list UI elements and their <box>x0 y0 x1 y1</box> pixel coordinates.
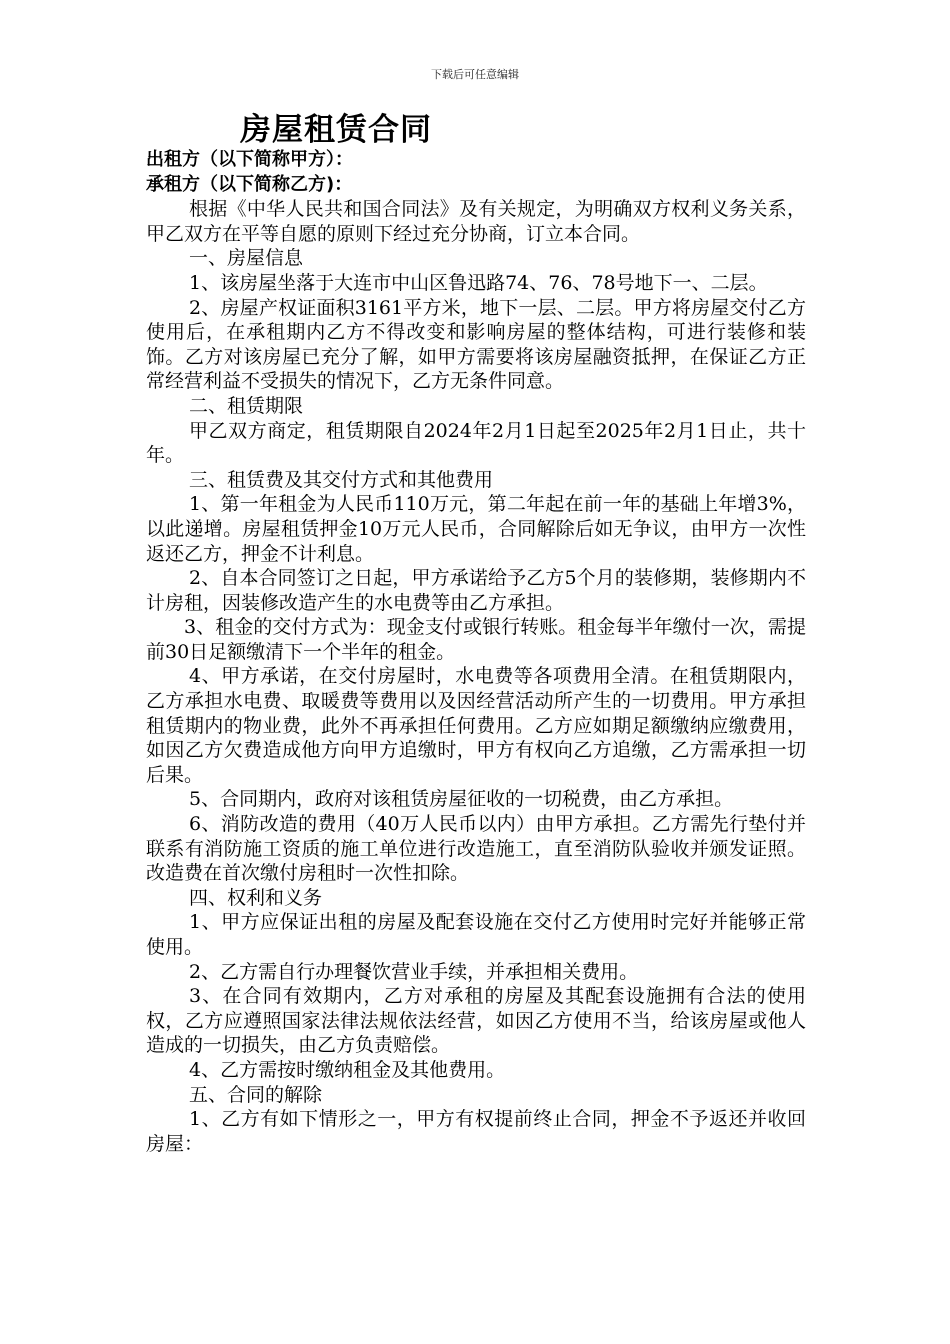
section-heading-1: 一、房屋信息 <box>189 247 304 270</box>
party-a-line: 出租方（以下简称甲方）： <box>146 149 353 170</box>
paragraph: 甲乙双方商定，租赁期限自2024年2月1日起至2025年2月1日止，共十年。 <box>146 419 806 467</box>
paragraph: 1、第一年租金为人民币110万元，第二年起在前一年的基础上年增3%，以此递增。房屋租赁押金10万元人民币，合同解除后如无争议，由甲方一次性返还乙方，押金不计利息。 <box>146 493 806 565</box>
party-b-line: 承租方（以下简称乙方)： <box>146 173 353 195</box>
paragraph: 3、在合同有效期内，乙方对承租的房屋及其配套设施拥有合法的使用权，乙方应遵照国家法律法规依法经营，如因乙方使用不当，给该房屋或他人造成的一切损失，由乙方负责赔偿。 <box>146 985 806 1057</box>
section-heading-3: 三、租赁费及其交付方式和其他费用 <box>189 468 494 491</box>
document-body <box>146 148 806 1156</box>
document-title: 房屋租赁合同 <box>240 112 432 148</box>
section-heading-4: 四、权利和义务 <box>189 886 323 909</box>
paragraph: 1、乙方有如下情形之一，甲方有权提前终止合同，押金不予返还并收回房屋： <box>146 1108 806 1155</box>
paragraph: 5、合同期内，政府对该租赁房屋征收的一切税费，由乙方承担。 <box>189 788 734 811</box>
header-note: 下载后可任意编辑 <box>431 68 519 81</box>
paragraph: 4、乙方需按时缴纳租金及其他费用。 <box>189 1058 506 1081</box>
paragraph: 2、自本合同签订之日起，甲方承诺给予乙方5个月的装修期，装修期内不计房租，因装修改造产生的水电费等由乙方承担。 <box>146 567 806 614</box>
section-heading-2: 二、租赁期限 <box>189 394 304 417</box>
paragraph: 6、消防改造的费用（40万人民币以内）由甲方承担。乙方需先行垫付并联系有消防施工资质的施工单位进行改造施工，直至消防队验收并颁发证照。改造费在首次缴付房租时一次性扣除。 <box>146 813 806 885</box>
section-heading-5: 五、合同的解除 <box>189 1083 323 1106</box>
paragraph-preamble: 根据《中华人民共和国合同法》及有关规定，为明确双方权利义务关系，甲乙双方在平等自愿的原则下经过充分协商，订立本合同。 <box>146 198 806 245</box>
paragraph: 3、租金的交付方式为：现金支付或银行转账。租金每半年缴付一次，需提前30日足额缴清下一个半年的租金。 <box>146 616 806 663</box>
paragraph: 2、房屋产权证面积3161平方米，地下一层、二层。甲方将房屋交付乙方使用后，在承租期内乙方不得改变和影响房屋的整体结构，可进行装修和装饰。乙方对该房屋已充分了解，如甲方需要将该房屋融资抵押，在保证乙方正常经营利益不受损失的情况下，乙方无条件同意。 <box>146 296 806 393</box>
paragraph: 4、甲方承诺，在交付房屋时，水电费等各项费用全清。在租赁期限内，乙方承担水电费、取暖费等费用以及因经营活动所产生的一切费用。甲方承担租赁期内的物业费，此外不再承担任何费用。乙方应如期足额缴纳应缴费用，如因乙方欠费造成他方向甲方追缴时，甲方有权向乙方追缴，乙方需承担一切后果。 <box>146 665 806 786</box>
paragraph: 1、甲方应保证出租的房屋及配套设施在交付乙方使用时完好并能够正常使用。 <box>146 911 806 958</box>
paragraph: 1、该房屋坐落于大连市中山区鲁迅路74、76、78号地下一、二层。 <box>189 271 768 294</box>
paragraph: 2、乙方需自行办理餐饮营业手续，并承担相关费用。 <box>189 960 639 983</box>
